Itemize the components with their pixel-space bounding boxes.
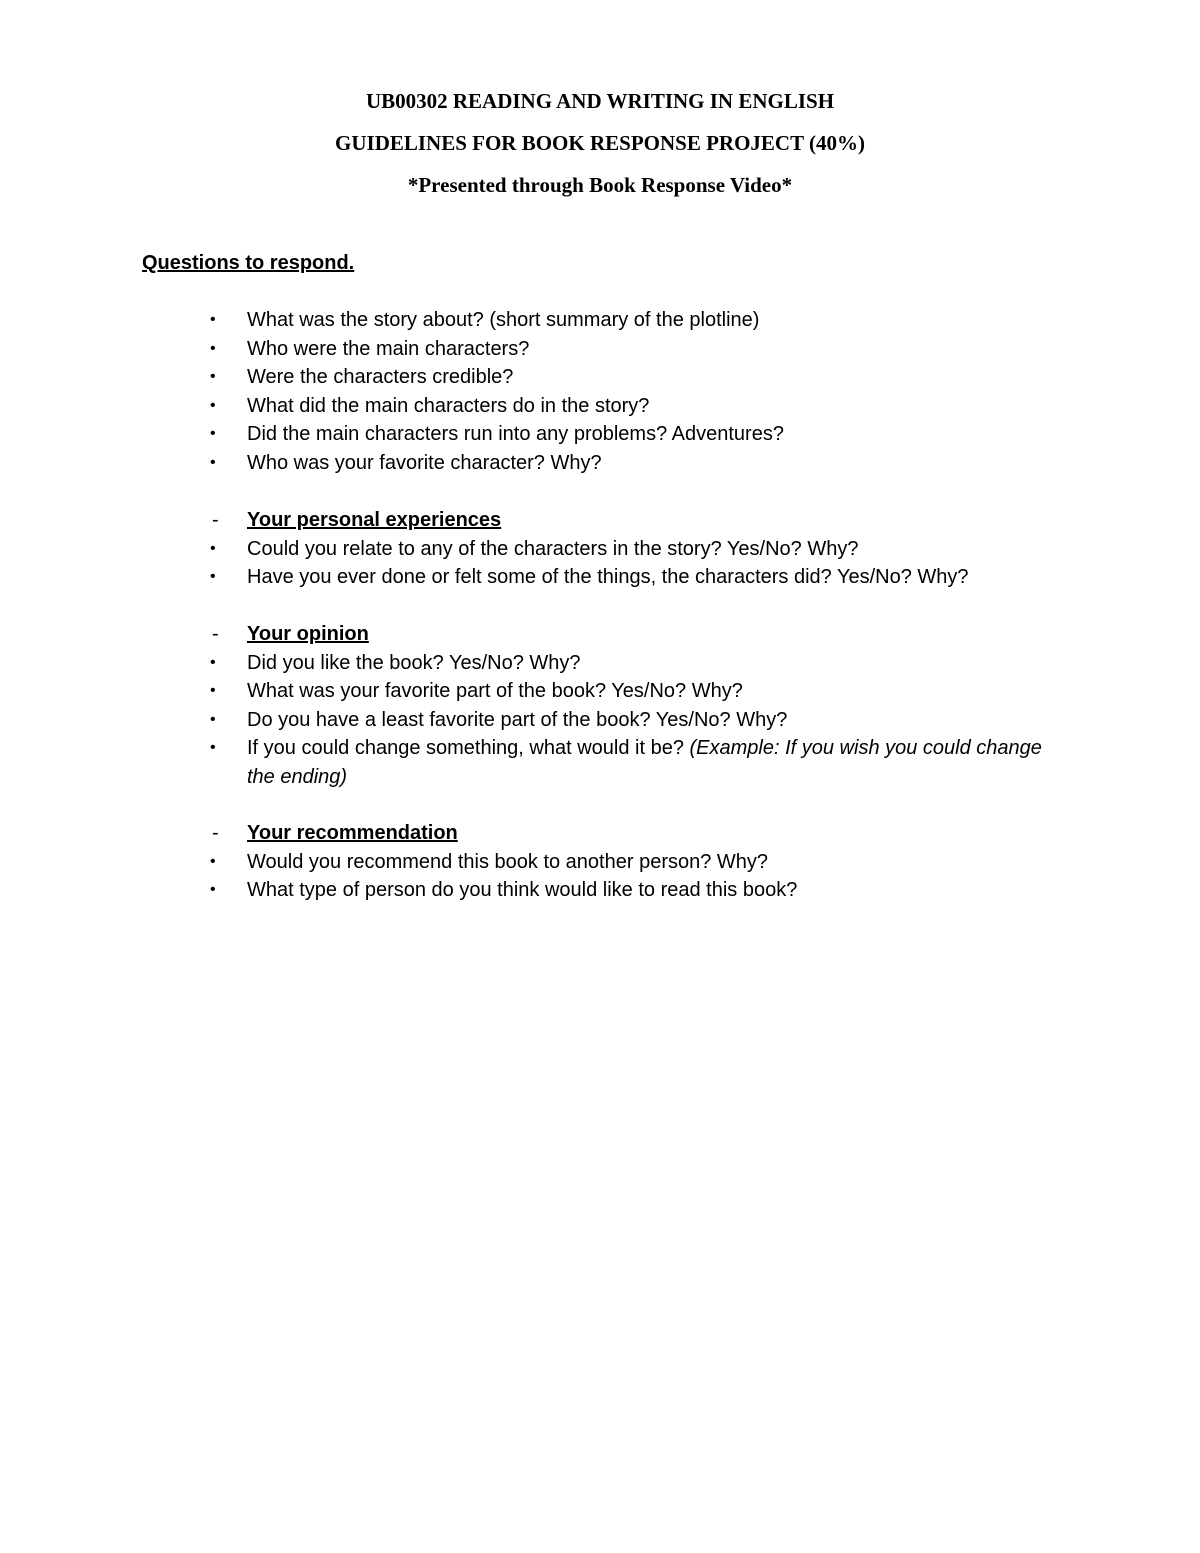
question-text: Could you relate to any of the characters in the story? Yes/No? Why?	[247, 537, 859, 560]
question-text: Did you like the book? Yes/No? Why?	[247, 651, 581, 674]
list-item	[0, 392, 1200, 421]
question-text: What did the main characters do in the story?	[247, 394, 650, 417]
example-text: (Example: If you wish you could change the ending)	[247, 737, 1042, 788]
question-text: Were the characters credible?	[247, 366, 514, 388]
section-heading-row	[0, 620, 1200, 649]
list-item	[0, 363, 1200, 392]
question-text: Would you recommend this book to another person? Why?	[247, 850, 769, 873]
bullet-icon: •	[210, 339, 216, 357]
list-item	[0, 876, 1200, 905]
bullet-icon: •	[210, 881, 216, 898]
section-label-opinion: Your opinion	[247, 623, 369, 645]
bullet-icon: •	[210, 710, 216, 728]
guidelines-title: GUIDELINES FOR BOOK RESPONSE PROJECT (40%)	[335, 131, 865, 155]
recommendation-section	[0, 819, 1200, 905]
question-text: If you could change something, what would it be?	[247, 737, 690, 759]
section-heading-row	[0, 506, 1200, 535]
question-text: Who were the main characters?	[247, 337, 530, 360]
section-heading-row	[0, 819, 1200, 848]
section-label-personal-experiences: Your personal experiences	[247, 509, 502, 531]
questions-heading: Questions to respond.	[142, 252, 355, 274]
question-text: Who was your favorite character? Why?	[247, 451, 602, 474]
dash-icon: -	[212, 509, 219, 531]
list-item	[0, 535, 1200, 564]
list-item	[0, 449, 1200, 478]
question-text: What was your favorite part of the book? Yes/No? Why?	[247, 680, 743, 702]
question-text-wrap	[247, 734, 1047, 791]
bullet-icon: •	[210, 682, 216, 699]
section-label-recommendation: Your recommendation	[247, 822, 458, 844]
presented-note: *Presented through Book Response Video*	[407, 173, 793, 197]
bullet-icon: •	[210, 568, 216, 585]
list-item	[0, 848, 1200, 877]
list-item	[0, 706, 1200, 735]
general-questions-list	[0, 306, 1200, 477]
list-item	[0, 649, 1200, 678]
question-text: What type of person do you think would like to read this book?	[247, 879, 798, 901]
bullet-icon: •	[210, 739, 216, 756]
personal-experiences-section	[0, 506, 1200, 592]
bullet-icon: •	[210, 539, 216, 557]
question-text: What was the story about? (short summary of the plotline)	[247, 309, 760, 331]
bullet-icon: •	[210, 453, 216, 471]
opinion-section	[0, 620, 1200, 791]
list-item	[0, 420, 1200, 449]
list-item	[0, 677, 1200, 706]
dash-icon: -	[212, 822, 219, 844]
bullet-icon: •	[210, 311, 216, 328]
question-text: Have you ever done or felt some of the things, the characters did? Yes/No? Why?	[247, 566, 969, 588]
course-title: UB00302 READING AND WRITING IN ENGLISH	[365, 89, 835, 113]
question-text: Do you have a least favorite part of the book? Yes/No? Why?	[247, 708, 788, 731]
list-item	[0, 306, 1200, 335]
list-item	[0, 734, 1200, 791]
dash-icon: -	[212, 623, 219, 645]
bullet-icon: •	[210, 396, 216, 414]
bullet-icon: •	[210, 368, 216, 385]
bullet-icon: •	[210, 653, 216, 671]
question-text: Did the main characters run into any problems? Adventures?	[247, 423, 784, 445]
list-item	[0, 563, 1200, 592]
bullet-icon: •	[210, 425, 216, 442]
list-item	[0, 335, 1200, 364]
bullet-icon: •	[210, 852, 216, 870]
